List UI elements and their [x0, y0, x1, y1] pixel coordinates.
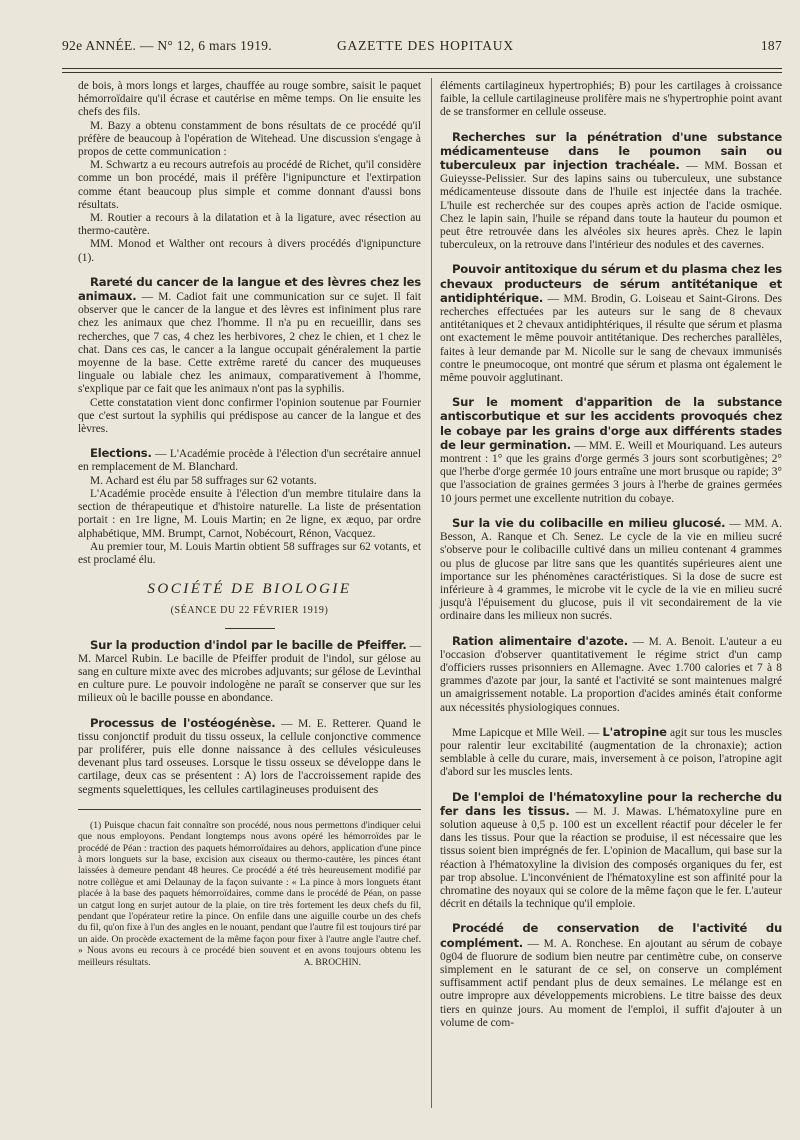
section-text: — MM. A. Besson, A. Ranque et Ch. Senez. Le cycle de la vie en milieu sucré s'observe pour le colibacille cultivé dans un milieu contenant 4 grammes ou plus de glucose par litre sans que les quantités supérieures aient une importance sur les phénomènes caractéristiques. Si la dose de sucre est inférieure à 4 grammes, le microbe vit le cycle de la vie en milieu sucré jusqu'à l'épuisement du glucose, puis il vit secondairement de la vie ordinaire dans les milieux non sucrés.	[440, 517, 783, 623]
section-heading: Elections.	[90, 446, 152, 461]
section-colibacille	[440, 517, 782, 624]
paragraph: M. Bazy a obtenu constamment de bons résultats de ce procédé qu'il préfère de beaucoup à l'opération de Witehead. Une discussion s'engage à propos de cette communication :	[78, 119, 421, 159]
paragraph: Au premier tour, M. Louis Martin obtient 58 suffrages sur 62 votants, et est proclamé élu.	[78, 540, 421, 566]
section-cancer	[78, 276, 421, 397]
paragraph: Cette constatation vient donc confirmer l'opinion soutenue par Fournier que c'est surtout la syphilis qui prédispose au cancer de la langue et des lèvres.	[78, 396, 421, 436]
footnote-text: (1) Puisque chacun fait connaître son procédé, nous nous permettons d'indiquer celui que nous employons. Pendant longtemps nous avons opéré les hémorroïdes par le procédé de Péan : traction des paquets hémorroïdaires au dehors, application d'une pince à mors longuets sur la base, excision aux ciseaux ou thermo-cautère, les pinces étant laissées à demeure pendant 48 heures. Ce procédé a été très heureusement modifié par notre collègue et ami Delaunay de la façon suivante : « La pince à mors longuets étant placée à la base des paquets hémorroïdaires, comme dans le procédé de Péan, on passe un catgut long en surjet autour de la plaie, on tire très fortement les deux chefs du fil, pendant que l'opérateur retire la pince. On enfile dans une aiguille courbe un des chefs du fil, qu'on fixe à l'un des angles en le nouant, pendant que l'autre fil est toujours tiré par un aide. On procède exactement de la même façon pour fixer à l'autre angle l'autre chef. » Nous avons eu recours à ce procédé bien souvent et en avons toujours obtenu les meilleurs résultats.	[78, 819, 422, 968]
footnote-rule	[78, 809, 421, 810]
section-text: — M. E. Retterer. Quand le tissu conjonctif produit du tissu osseux, la cellule conjonctive commence par proliférer, puis elle donne naissance à des cellules vésiculeuses devenant plus tard osseuses. Lorsque le tissu osseux se développe dans le cartilage, deux cas se présentent : A) lors de l'accroissement rapide des segments squelettiques, les cellules cartilagineuses produisent des	[78, 717, 421, 796]
footnote-signature: A. BROCHIN.	[303, 957, 361, 969]
journal-title: GAZETTE DES HOPITAUX	[337, 38, 514, 53]
section-ration	[440, 635, 782, 715]
section-text: — M. A. Benoit. L'auteur a eu l'occasion d'observer quantitativement le régime strict d'un camp d'officiers russes prisonniers en Allemagne. Avec 1.700 calories et 7 à 8 grammes d'azote par jour, la santé et l'activité se sont maintenues malgré un amaigrissement notable. La proportion d'acides aminés était conforme aux nécessités physiologiques connues.	[440, 635, 782, 714]
section-heading: Sur le moment d'apparition de la substance antiscorbutique et sur les accidents provoqués chez le cobaye par les grains d'orge aux différents stades de leur germination.	[440, 395, 782, 452]
paragraph: M. Schwartz a eu recours autrefois au procédé de Richet, qu'il considère comme un bon procédé, mais il préfère l'ignipuncture et l'extirpation comme étant beaucoup plus simple et comme donnant d'aussi bons résultats.	[78, 159, 421, 211]
section-hematoxyline	[440, 791, 782, 912]
right-column	[440, 80, 782, 1030]
left-column	[78, 80, 421, 968]
paragraph: M. Routier a recours à la dilatation et à la ligature, avec résection au thermo-cautère.	[78, 212, 421, 238]
section-heading: Sur la vie du colibacille en milieu glucosé.	[452, 515, 726, 530]
section-heading: Rareté du cancer de la langue et des lèvres chez les animaux.	[78, 274, 421, 304]
section-text: — MM. E. Weill et Mouriquand. Les auteurs montrent : 1° que les grains d'orge germés 3 jours sont scorbutigènes; 2° que l'herbe d'orge germée 10 jours entraîne une mort brusque ou rapide; 3° que l'association de graines germées 3 jours à l'herbe de graines germées 10 jours permet une excellente nutrition du cobaye.	[440, 439, 783, 505]
section-heading: Pouvoir antitoxique du sérum et du plasma chez les chevaux producteurs de sérum antitétanique et antidiphtérique.	[440, 262, 782, 305]
paragraph: M. Achard est élu par 58 suffrages sur 62 votants.	[90, 474, 317, 487]
section-heading: Sur la production d'indol par le bacille de Pfeiffer.	[90, 637, 407, 652]
header-rule	[62, 68, 782, 69]
section-heading: L'atropine	[602, 724, 667, 739]
issue-info: 92e ANNÉE. — N° 12, 6 mars 1919.	[62, 38, 272, 53]
section-heading: De l'emploi de l'hématoxyline pour la recherche du fer dans les tissus.	[440, 789, 782, 818]
session-date: (SÉANCE DU 22 FÉVRIER 1919)	[170, 605, 329, 617]
header-rule-double	[62, 72, 782, 73]
section-text: — MM. Brodin, G. Loiseau et Saint-Girons. Des recherches effectuées par les auteurs sur le sang de 8 chevaux antitétaniques et 2 chevaux antidiphtériques, il résulte que sérum et plasma ont exactement le même pouvoir antitétanique. Des recherches parallèles, faites à leur demande par M. Nicolle sur le sang de chevaux immunisés contre le pneumocoque, ont montré que sérum et plasma ont également le même pouvoir agglutinant.	[440, 292, 782, 385]
section-authors: Mme Lapicque et Mlle Weil. —	[452, 726, 603, 739]
section-text: agit sur tous les muscles pour ralentir leur excitabilité (augmentation de la chronaxie); action semblable à celle du curare, mais, inversement à ce poison, l'atropine agit d'abord sur les muscles lents.	[440, 726, 782, 779]
section-text: — M. J. Mawas. L'hématoxyline pure en solution aqueuse à 0,5 p. 100 est un excellent réactif pour déceler le fer dans les tissus. Pour que la réaction se produise, il est nécessaire que les tissus soient bien imprégnés de fer. L'opinion de Macallum, qui base sur la réaction à l'hématoxyline la division des composés organiques du fer, est par trop absolue. L'inconvénient de l'hématoxyline est son affinité pour la chromatine des noyaux qui se colore de la même façon que le fer. L'auteur décrit en détails la technique qu'il emploie.	[440, 805, 782, 911]
section-complement	[440, 922, 782, 1030]
section-heading: Recherches sur la pénétration d'une substance médicamenteuse dans le poumon sain ou tuberculeux par injection trachéale.	[440, 129, 782, 173]
section-heading: Processus de l'ostéogénèse.	[90, 715, 276, 730]
section-text: — M. Marcel Rubin. Le bacille de Pfeiffer produit de l'indol, sur gélose au sang en culture mixte avec des microbes adjuvants; sur gélose de Levinthal en culture pure. Le pouvoir indologène ne paraît se conserver que sur les milieux où le bacille pousse en abondance.	[78, 639, 421, 705]
running-header	[62, 38, 782, 64]
section-antitoxique	[440, 263, 782, 385]
section-text: — MM. Bossan et Guieysse-Pelissier. Sur des lapins sains ou tuberculeux, une substance médicamenteuse dissoute dans de l'huile est injectée dans la trachée. L'huile est recherchée sur des coupes après action de l'acide osmique. Chez le lapin sain, l'huile se répand dans toute la hauteur du poumon et peut être retrouvée dans les alvéoles six heures après. Chez le lapin tuberculeux, on la retrouve dans l'intérieur des nodules et des cavernes.	[440, 160, 783, 252]
paragraph: de bois, à mors longs et larges, chauffée au rouge sombre, saisit le paquet hémorroïdaire qu'il écrase et cautérise en même temps. On lie ensuite les chefs des fils.	[78, 80, 421, 119]
paragraph: L'Académie procède ensuite à l'élection d'un membre titulaire dans la section de thérapeutique et d'histoire naturelle. La liste de présentation portait : en 1re ligne, M. Louis Martin; en 2e ligne, ex æquo, par ordre alphabétique, MM. Brumpt, Carnot, Nobécourt, Rénon, Vacquez.	[78, 487, 421, 540]
page-number: 187	[760, 38, 782, 53]
paragraph: MM. Monod et Walther ont recours à divers procédés d'ignipuncture (1).	[78, 238, 421, 264]
section-osteogenese	[78, 717, 421, 797]
section-text: — L'Académie procède à l'élection d'un secrétaire annuel en remplacement de M. Blanchard.	[78, 448, 421, 474]
section-heading: Procédé de conservation de l'activité du complément.	[440, 921, 782, 950]
section-antiscorbutique	[440, 396, 782, 506]
section-elections	[78, 447, 421, 474]
section-penetration	[440, 131, 782, 253]
section-text: — M. A. Ronchese. En ajoutant au sérum de cobaye 0g04 de fluorure de sodium bien neutre par centimètre cube, on conserve simplement en le saturant de ce sel, on conserve un complément suffisamment actif pendant plus de deux semaines. Le mélange est en outre impropre aux développements microbiens. Le titre baisse des deux tiers en quinze jours. Au moment de l'emploi, il suffit d'ajouter à un volume de com-	[440, 937, 782, 1029]
section-heading: Ration alimentaire d'azote.	[452, 633, 628, 648]
paragraph: éléments cartilagineux hypertrophiés; B) pour les cartilages à croissance faible, la cellule cartilagineuse prolifère mais ne s'hypertrophie point avant de se transformer en cellule osseuse.	[440, 80, 782, 119]
society-title: SOCIÉTÉ DE BIOLOGIE	[147, 581, 352, 598]
column-divider	[431, 78, 432, 1108]
section-atropine	[440, 726, 782, 780]
footnote	[78, 820, 421, 969]
section-text: — M. Cadiot fait une communication sur ce sujet. Il fait observer que le cancer de la langue et des lèvres est infiniment plus rare chez les animaux que chez l'homme. Il n'a pu en recueillir, dans ses recherches, que 7 cas, 4 chez les herbivores, 2 chez le chien, et 1 chez le chat. Dans ces cas, le cancer a la langue occupait généralement la partie moyenne de la base. Cette extrême rareté du cancer des muqueuses linguale ou labiale chez les animaux, comparativement à l'homme, s'explique par ce fait que les animaux n'ont pas la syphilis.	[78, 291, 421, 396]
section-indol	[78, 639, 421, 706]
section-rule	[225, 628, 275, 629]
